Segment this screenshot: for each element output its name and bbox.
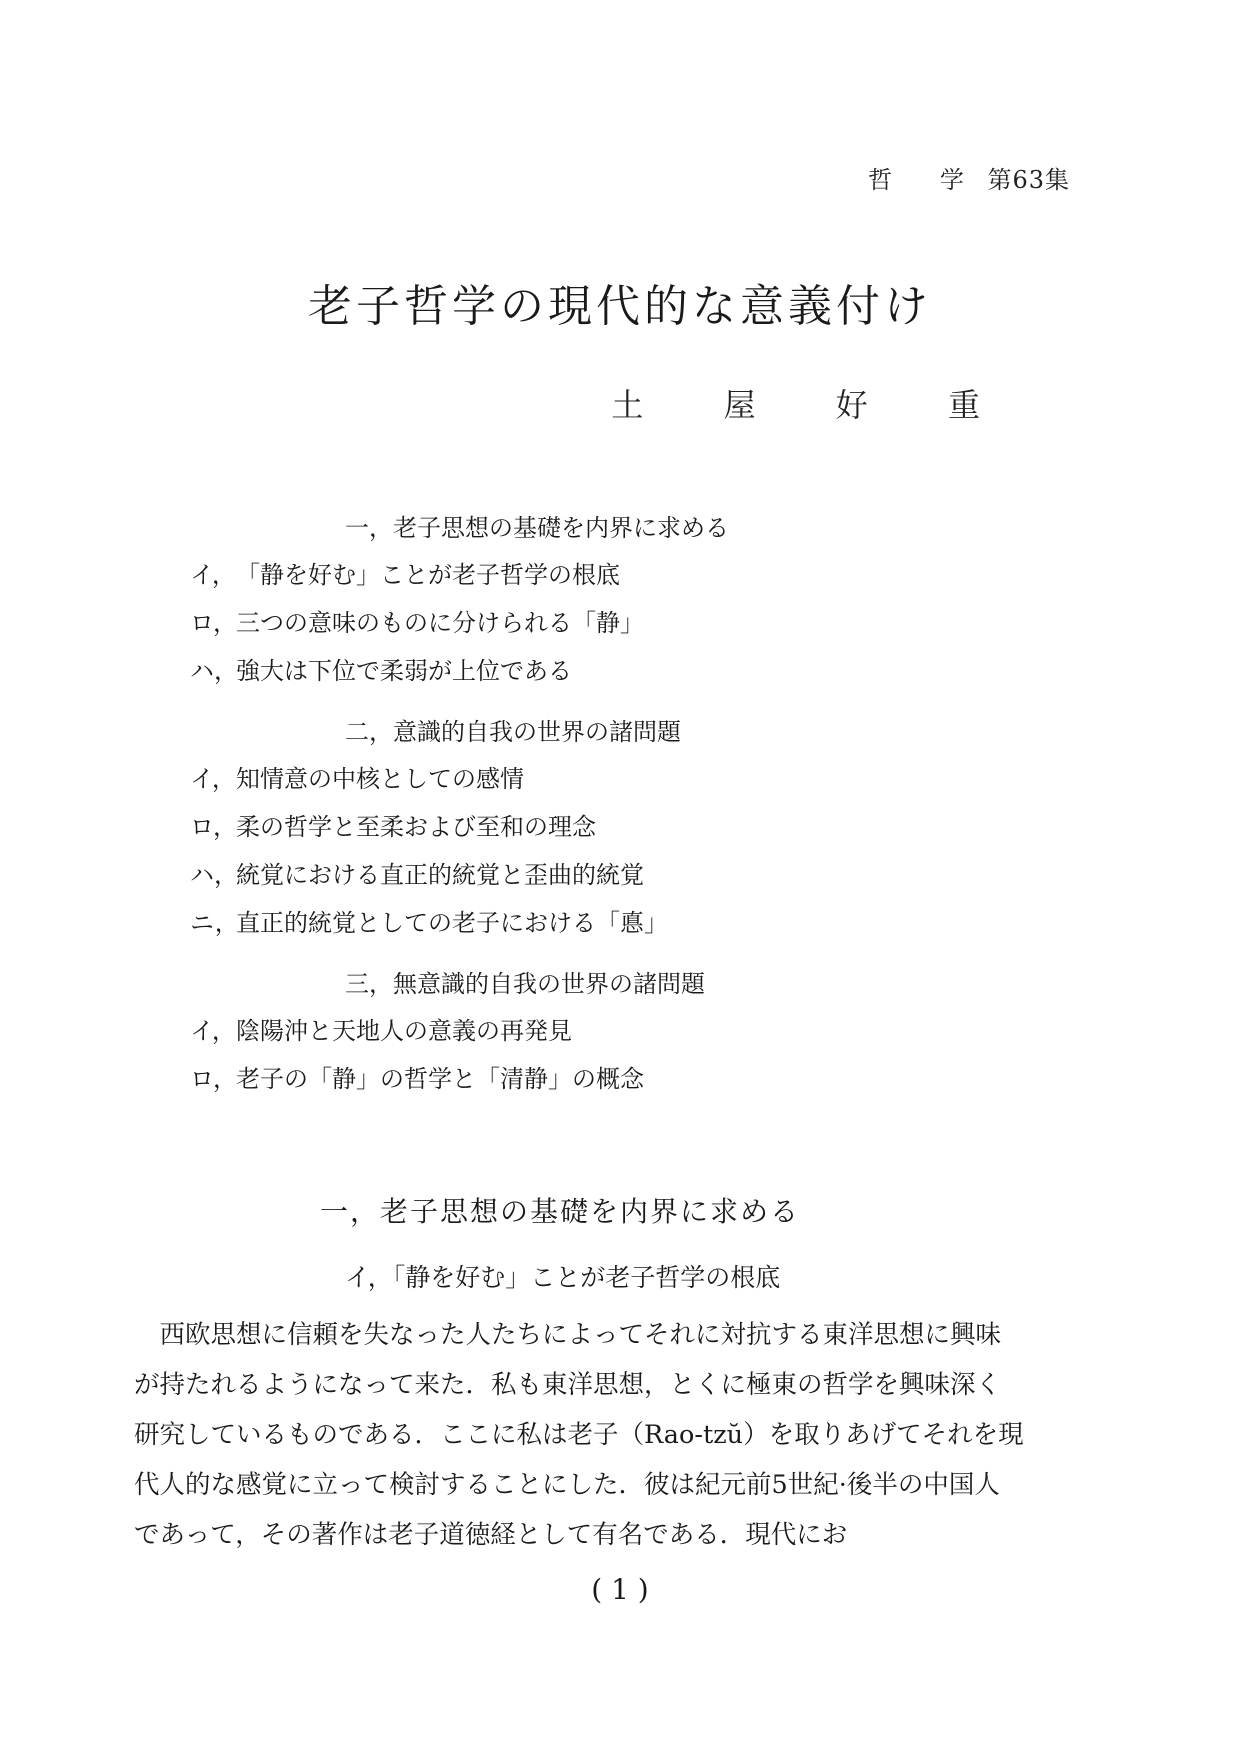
journal-name-char-1: 哲 — [868, 166, 894, 194]
journal-name-char-2: 学 — [939, 166, 965, 194]
section-heading: 一，老子思想の基礎を内界に求める — [320, 1195, 801, 1228]
toc-item — [190, 851, 1050, 899]
toc-item-mark: イ， — [190, 561, 236, 589]
journal-volume: 第63集 — [987, 166, 1070, 194]
toc-item-text: 統覚における直正的統覚と歪曲的統覚 — [236, 861, 644, 889]
toc-item-mark: ロ， — [190, 813, 238, 841]
toc-item-text: 直正的統覚としての老子における「悳」 — [236, 909, 668, 937]
toc-item-text: 柔の哲学と至柔および至和の理念 — [236, 813, 596, 841]
toc-item-mark: ハ， — [190, 657, 238, 685]
toc-section-heading-3: 三，無意識的自我の世界の諸問題 — [345, 970, 705, 998]
toc-item — [190, 599, 1050, 647]
toc-section-heading-2: 二，意識的自我の世界の諸問題 — [345, 718, 681, 746]
toc-item-text: 「静を好む」ことが老子哲学の根底 — [236, 561, 620, 589]
toc-item — [190, 899, 1050, 947]
author-name — [611, 380, 980, 426]
toc-item-text: 三つの意味のものに分けられる「静」 — [236, 609, 644, 637]
toc-item-text: 陰陽沖と天地人の意義の再発見 — [236, 1017, 572, 1045]
paper-title: 老子哲学の現代的な意義付け — [308, 281, 932, 332]
toc-item-mark: イ， — [190, 765, 236, 793]
toc-item — [190, 647, 1050, 695]
toc-item-mark: イ， — [190, 1017, 236, 1045]
toc-item — [190, 803, 1050, 851]
author-char-3: 好 — [835, 386, 868, 424]
body-text — [134, 1310, 1024, 1560]
sub-heading: イ，「静を好む」ことが老子哲学の根底 — [345, 1263, 781, 1292]
toc-section-heading-1: 一，老子思想の基礎を内界に求める — [345, 514, 729, 542]
author-char-4: 重 — [947, 386, 980, 424]
toc-item-mark: ハ， — [190, 861, 238, 889]
toc-item-mark: ニ， — [190, 909, 239, 937]
toc-item — [190, 755, 1050, 803]
toc-item — [190, 1007, 1050, 1055]
toc-item-mark: ロ， — [190, 1065, 238, 1093]
author-char-2: 屋 — [723, 386, 756, 424]
toc-item — [190, 1055, 1050, 1103]
table-of-contents — [190, 505, 1050, 1103]
page-number: ( 1 ) — [591, 1573, 649, 1606]
toc-item-text: 強大は下位で柔弱が上位である — [236, 657, 572, 685]
journal-header — [848, 160, 1070, 195]
toc-item-text: 知情意の中核としての感情 — [236, 765, 524, 793]
body-paragraph: 西欧思想に信頼を失なった人たちによってそれに対抗する東洋思想に興味が持たれるようになって来た．私も東洋思想，とくに極東の哲学を興味深く研究しているものである．ここに私は老子（Rao-tzŭ）を取りあげてそれを現代人的な感覚に立って検討することにした．彼は紀元前5世紀·後半の中国人であって，その著作は老子道徳経として有名である．現代にお — [134, 1320, 1024, 1550]
toc-item-text: 老子の「静」の哲学と「清静」の概念 — [236, 1065, 644, 1093]
author-char-1: 土 — [611, 386, 644, 424]
toc-item — [190, 551, 1050, 599]
toc-item-mark: ロ， — [190, 609, 238, 637]
